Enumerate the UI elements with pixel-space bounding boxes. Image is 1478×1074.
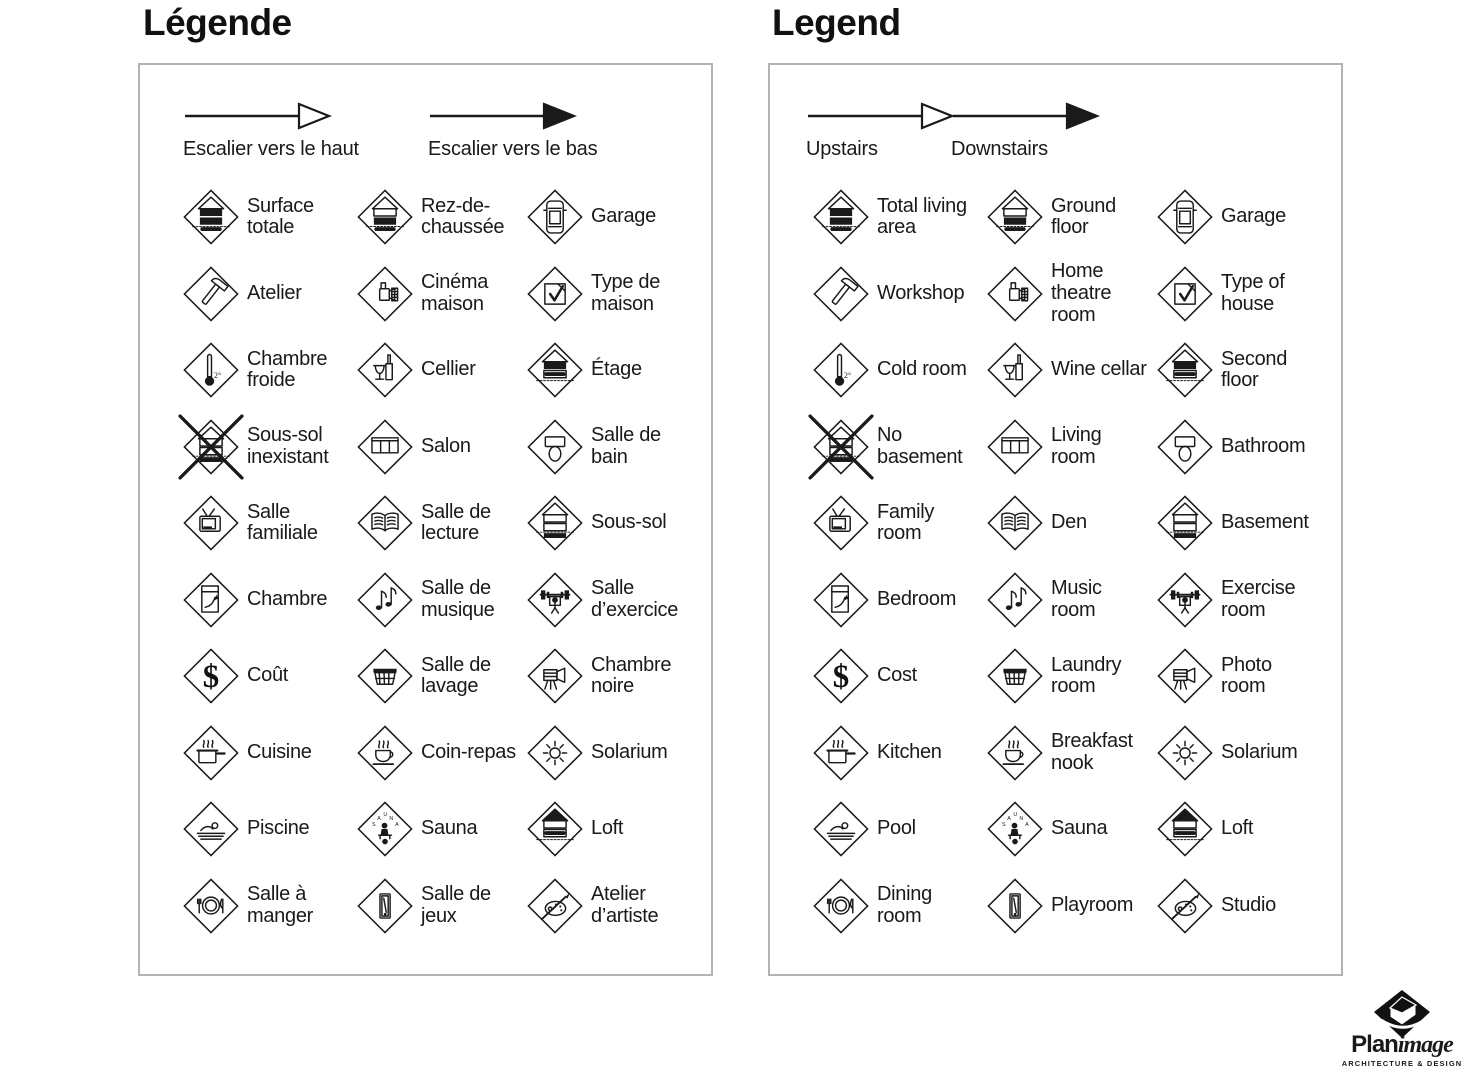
legend-item-label: Sous-sol inexistant [247,424,329,468]
stairs-down-arrow-icon [428,101,578,131]
legend-item-label: Atelier d’artiste [591,883,659,927]
legend-item [986,261,1156,326]
legend-item [356,188,526,246]
legend-item-label: Salle familiale [247,500,318,545]
stairs-up-label: Upstairs [806,138,878,160]
legend-item-label: Total living area [877,194,967,239]
type-of-house-icon [526,265,584,323]
stairs-up-entry [183,101,359,161]
legend-item-label: Salle de lecture [421,500,491,545]
basement-icon [1156,494,1214,552]
stairs-up-label: Escalier vers le haut [183,138,359,160]
sauna-icon [356,800,414,858]
laundry-room-icon [986,647,1044,705]
family-room-icon [182,494,240,552]
pool-icon [182,800,240,858]
legend-item [356,800,526,858]
legend-item [1156,877,1340,935]
den-icon [356,494,414,552]
legend-item [986,571,1156,629]
legend-item [526,188,710,246]
legend-item [182,571,356,629]
legend-item [986,418,1156,476]
legend-item [526,877,710,935]
dining-room-icon [182,877,240,935]
svg-text:A: A [1025,822,1029,829]
planimage-wordmark: Planimage [1351,1031,1453,1058]
workshop-icon [182,265,240,323]
total-living-area-icon [812,188,870,246]
legend-item-label: Breakfast nook [1051,730,1133,774]
legend-item [526,341,710,399]
legend-item [986,188,1156,246]
legend-item-label: Photo room [1221,653,1272,698]
legend-item-label: Bedroom [877,587,957,610]
legend-item-label: Type de maison [591,271,661,315]
legend-item-label: Playroom [1051,893,1134,916]
garage-icon [1156,188,1214,246]
playroom-icon [986,877,1044,935]
legend-item-label: Workshop [877,281,965,304]
exercise-room-icon [1156,571,1214,629]
legend-item-label: Home theatre room [1051,260,1112,326]
legend-item-label: Wine cellar [1051,358,1147,381]
total-living-area-icon [182,188,240,246]
legend-item-label: Second floor [1221,347,1288,392]
svg-text:A: A [377,816,381,823]
legend-item [526,265,710,323]
stairs-down-entry [428,101,597,161]
legend-item [1156,494,1340,552]
legend-item-label: Dining room [877,883,932,927]
family-room-icon [812,494,870,552]
legend-item-label: Music room [1051,577,1102,621]
legend-item-label: Piscine [247,817,310,840]
svg-text:$: $ [202,659,220,696]
legend-item [356,265,526,323]
legend-title-english: Legend [772,2,901,43]
legend-item [986,341,1156,399]
dining-room-icon [812,877,870,935]
legend-item [182,724,356,782]
music-room-icon [356,571,414,629]
legend-grid-english [770,179,1341,944]
legend-item-label: Salle de bain [591,424,661,468]
studio-icon [1156,877,1214,935]
legend-item [1156,188,1340,246]
legend-item [1156,265,1340,323]
legend-item [526,571,710,629]
kitchen-icon [812,724,870,782]
legend-item [1156,341,1340,399]
photo-room-icon [1156,647,1214,705]
legend-item [526,494,710,552]
solarium-icon [1156,724,1214,782]
legend-item-label: Pool [877,817,916,840]
legend-item [986,800,1156,858]
bedroom-icon [182,571,240,629]
legend-item [526,647,710,705]
legend-grid-french [140,179,711,944]
legend-item-label: Loft [1221,817,1254,840]
legend-item-label: Salon [421,434,471,457]
legend-item [182,877,356,935]
svg-text:2°: 2° [213,371,222,381]
cold-room-icon [812,341,870,399]
basement-icon [526,494,584,552]
no-basement-icon [812,418,870,476]
svg-text:S: S [1001,822,1006,829]
pool-icon [812,800,870,858]
legend-panel-french [138,63,713,976]
legend-item-label: Coin-repas [421,740,516,763]
bathroom-icon [1156,418,1214,476]
legend-item [812,800,986,858]
legend-item [356,877,526,935]
type-of-house-icon [1156,265,1214,323]
legend-item-label: Solarium [1221,740,1298,763]
ground-floor-icon [356,188,414,246]
legend-item-label: Cost [877,664,917,687]
svg-text:U: U [383,812,388,819]
svg-text:$: $ [832,659,850,696]
legend-item-label: Ground floor [1051,194,1116,239]
legend-item [812,647,986,705]
legend-item-label: Sauna [1051,817,1108,840]
cold-room-icon [182,341,240,399]
legend-item [356,571,526,629]
exercise-room-icon [526,571,584,629]
legend-item-label: Garage [1221,205,1286,228]
legend-item-label: Cellier [421,358,476,381]
legend-item [986,647,1156,705]
living-room-icon [356,418,414,476]
legend-item [1156,647,1340,705]
legend-item-label: Chambre froide [247,347,328,392]
legend-item-label: Solarium [591,740,668,763]
legend-item-label: Bathroom [1221,434,1306,457]
legend-item [812,418,986,476]
loft-icon [526,800,584,858]
stairs-down-label: Escalier vers le bas [428,138,598,160]
den-icon [986,494,1044,552]
legend-item-label: Type of house [1221,271,1285,315]
stairs-down-entry [951,101,1101,161]
legend-item-label: Loft [591,817,624,840]
legend-item-label: Studio [1221,893,1276,916]
legend-item-label: Chambre noire [591,653,672,698]
living-room-icon [986,418,1044,476]
stairs-up-entry [806,101,956,161]
svg-text:A: A [395,822,399,829]
legend-item [182,494,356,552]
cost-icon [812,647,870,705]
stairs-up-arrow-icon [806,101,956,131]
legend-item [1156,571,1340,629]
legend-item [526,418,710,476]
breakfast-nook-icon [986,724,1044,782]
svg-text:A: A [1007,816,1011,823]
legend-item-label: Kitchen [877,740,942,763]
legend-item [526,800,710,858]
legend-item-label: Cuisine [247,740,312,763]
stairs-down-label: Downstairs [951,138,1048,160]
legend-item [1156,800,1340,858]
legend-item-label: Exercise room [1221,577,1296,621]
legend-item [986,724,1156,782]
svg-text:2°: 2° [843,371,852,381]
legend-item [356,647,526,705]
legend-item-label: Sous-sol [591,511,667,534]
legend-item [356,724,526,782]
legend-item [1156,724,1340,782]
legend-item-label: Atelier [247,281,302,304]
legend-item-label: Chambre [247,587,328,610]
legend-item-label: Coût [247,664,289,687]
legend-item-label: Salle de lavage [421,653,491,698]
legend-item [526,724,710,782]
studio-icon [526,877,584,935]
legend-item [812,724,986,782]
sauna-icon [986,800,1044,858]
bathroom-icon [526,418,584,476]
stairs-up-arrow-icon [183,101,333,131]
stairs-arrows-row [140,65,711,179]
legend-item [356,341,526,399]
legend-item-label: Surface totale [247,194,314,239]
legend-item [182,188,356,246]
playroom-icon [356,877,414,935]
loft-icon [1156,800,1214,858]
legend-item [182,265,356,323]
planimage-logo [1331,987,1473,1068]
legend-item [356,418,526,476]
laundry-room-icon [356,647,414,705]
wine-cellar-icon [986,341,1044,399]
home-theatre-icon [986,265,1044,323]
legend-item-label: Rez-de-chaussée [421,194,505,239]
legend-item-label: Den [1051,511,1087,534]
garage-icon [526,188,584,246]
svg-text:S: S [371,822,376,829]
planimage-tagline: ARCHITECTURE & DESIGN [1341,1059,1463,1068]
legend-item [182,800,356,858]
legend-item-label: Salle de musique [421,577,495,621]
legend-item [1156,418,1340,476]
legend-item-label: Garage [591,205,656,228]
legend-item [812,571,986,629]
legend-item [182,341,356,399]
legend-item [182,418,356,476]
legend-item-label: Family room [877,500,935,545]
workshop-icon [812,265,870,323]
svg-text:U: U [1013,812,1018,819]
legend-item-label: Salle à manger [247,883,314,927]
legend-item [986,494,1156,552]
legend-item-label: Cold room [877,358,967,381]
legend-item-label: Étage [591,358,642,381]
legend-item [812,188,986,246]
svg-text:N: N [389,816,394,823]
no-basement-icon [182,418,240,476]
legend-item [812,341,986,399]
legend-item-label: Laundry room [1051,653,1122,698]
legend-panel-english [768,63,1343,976]
second-floor-icon [1156,341,1214,399]
home-theatre-icon [356,265,414,323]
legend-item [356,494,526,552]
legend-title-french: Légende [143,2,292,43]
bedroom-icon [812,571,870,629]
legend-item-label: Sauna [421,817,478,840]
legend-item [182,647,356,705]
kitchen-icon [182,724,240,782]
cost-icon [182,647,240,705]
legend-item-label: Salle d’exercice [591,577,679,621]
legend-item [986,877,1156,935]
music-room-icon [986,571,1044,629]
solarium-icon [526,724,584,782]
stairs-arrows-row [770,65,1341,179]
legend-item [812,265,986,323]
stairs-down-arrow-icon [951,101,1101,131]
photo-room-icon [526,647,584,705]
second-floor-icon [526,341,584,399]
svg-text:N: N [1019,816,1024,823]
legend-item-label: Cinéma maison [421,271,489,315]
wine-cellar-icon [356,341,414,399]
legend-item-label: Basement [1221,511,1309,534]
legend-item-label: Salle de jeux [421,883,491,927]
legend-item [812,494,986,552]
legend-item-label: Living room [1051,424,1102,468]
breakfast-nook-icon [356,724,414,782]
legend-item [812,877,986,935]
legend-item-label: No basement [877,424,963,468]
ground-floor-icon [986,188,1044,246]
